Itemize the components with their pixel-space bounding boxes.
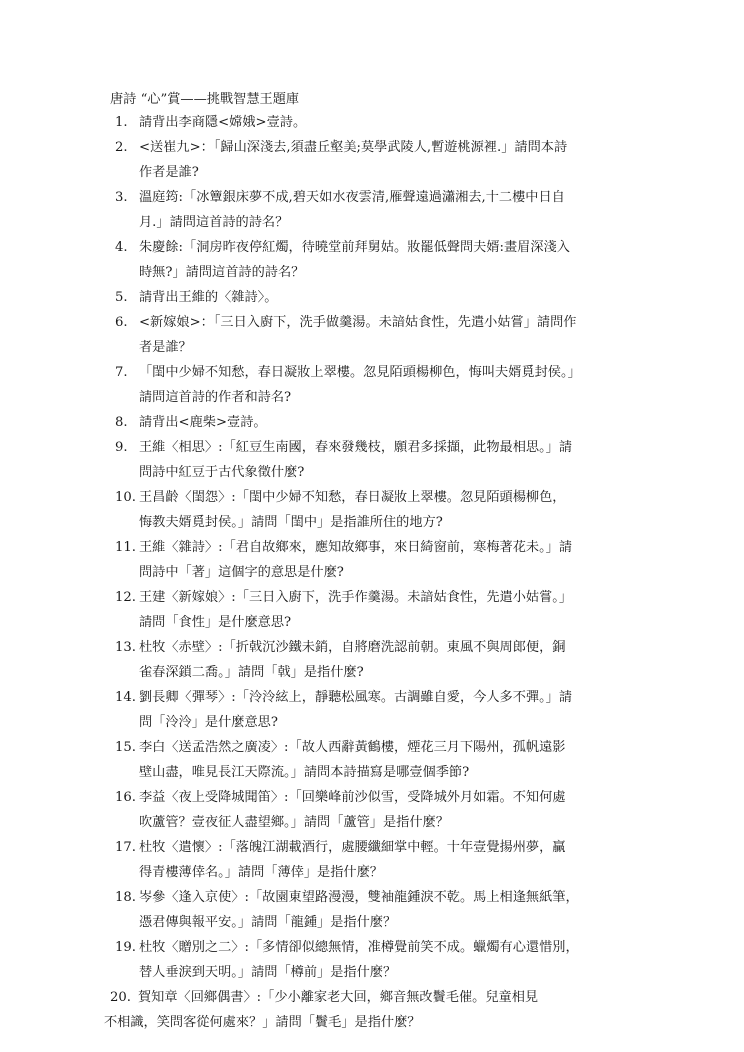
- question-number: 3.: [115, 190, 128, 205]
- question-text-continued: 時無?」請問這首詩的詩名？: [139, 265, 305, 280]
- question-text-continued: 者是誰？: [139, 340, 192, 355]
- question-number: 4.: [115, 240, 128, 255]
- question-text-continued: 吹蘆管？壹夜征人盡望鄉。」請問「蘆管」是指什麼？: [139, 815, 449, 830]
- question-text: 請背出李商隱<嫦娥>壹詩。: [139, 115, 307, 130]
- question-number: 19.: [115, 940, 136, 955]
- question-number: 14.: [115, 690, 136, 705]
- question-text: 「閨中少婦不知愁，春日凝妝上翠樓。忽見陌頭楊柳色，悔叫夫婿覓封侯。」: [139, 365, 581, 380]
- question-number: 8.: [115, 415, 128, 430]
- question-number: 12.: [115, 590, 136, 605]
- question-number: 1.: [115, 115, 128, 130]
- question-text: 李益〈夜上受降城聞笛〉:「回樂峰前沙似雪，受降城外月如霜。不知何處: [139, 790, 566, 805]
- question-number: 6.: [115, 315, 128, 330]
- question-text: 朱慶餘:「洞房昨夜停紅燭，待曉堂前拜舅姑。妝罷低聲問夫婿:畫眉深淺入: [139, 240, 570, 255]
- question-text-continued: 請問這首詩的作者和詩名?: [139, 390, 292, 405]
- question-text: 杜牧〈贈別之二〉:「多情卻似總無情，准樽覺前笑不成。蠟燭有心還惜別，: [139, 940, 579, 955]
- question-number: 13.: [115, 640, 136, 655]
- question-text: 李白〈送孟浩然之廣凌〉:「故人西辭黃鶴樓，煙花三月下陽州，孤帆遠影: [139, 740, 566, 755]
- question-text-continued: 請問「食性」是什麼意思?: [139, 615, 292, 630]
- question-text: 溫庭筠:「冰簟銀床夢不成,碧天如水夜雲清,雁聲遠過瀟湘去,十二樓中日自: [139, 190, 565, 205]
- question-number: 17.: [115, 840, 136, 855]
- question-text: 杜牧〈赤壁〉:「折戟沉沙鐵未銷，自將磨洗認前朝。東風不與周郎便，銅: [139, 640, 566, 655]
- question-text-continued: 不相識，笑問客從何處來？」請問「鬢毛」是指什麼？: [104, 1015, 421, 1030]
- question-text: 劉長卿〈彈琴〉:「泠泠絃上，靜聽松風寒。古調雖自愛，今人多不彈。」請: [139, 690, 573, 705]
- question-text-continued: 月.」請問這首詩的詩名？: [139, 215, 289, 230]
- question-text-continued: 悔教夫婿覓封侯。」請問「閨中」是指誰所住的地方?: [139, 515, 443, 530]
- question-number: 9.: [115, 440, 128, 455]
- question-number: 5.: [115, 290, 128, 305]
- question-text: 王維〈相思〉:「紅豆生南國，春來發幾枝，願君多採擷，此物最相思。」請: [139, 440, 573, 455]
- question-text-continued: 問詩中紅豆于古代象徵什麼?: [139, 465, 305, 480]
- question-number: 20.: [110, 990, 131, 1005]
- question-text: 王昌齡〈閨怨〉:「閨中少婦不知愁，春日凝妝上翠樓。忽見陌頭楊柳色，: [139, 490, 566, 505]
- question-number: 16.: [115, 790, 136, 805]
- question-text-continued: 替人垂淚到天明。」請問「樽前」是指什麼？: [139, 965, 397, 980]
- question-number: 15.: [115, 740, 136, 755]
- question-text: <新嫁娘>：「三日入廚下，洗手做羹湯。未諳姑食性，先遣小姑嘗」請問作: [139, 315, 577, 330]
- question-text-continued: 問詩中「著」這個字的意思是什麼?: [139, 565, 344, 580]
- question-number: 10.: [115, 490, 136, 505]
- question-number: 18.: [115, 890, 136, 905]
- question-text: 請背出王維的〈雜詩〉。: [139, 290, 278, 305]
- question-text: 請背出<鹿柴>壹詩。: [139, 415, 267, 430]
- question-text-continued: 雀春深鎖二喬。」請問「戟」是指什麼?: [139, 665, 364, 680]
- question-text: 岑參〈逢入京使〉:「故園東望路漫漫，雙袖龍鍾淚不乾。馬上相逢無紙筆，: [139, 890, 579, 905]
- question-text-continued: 壁山盡，唯見長江天際流。」請問本詩描寫是哪壹個季節?: [139, 765, 470, 780]
- question-text-continued: 作者是誰?: [139, 165, 199, 180]
- question-text-continued: 問「泠泠」是什麼意思?: [139, 715, 278, 730]
- question-text: 王維〈雜詩〉:「君自故鄉來，應知故鄉事，來日綺窗前，寒梅著花未。」請: [139, 540, 573, 555]
- question-text: 賀知章〈回鄉偶書〉:「少小離家老大回，鄉音無改鬢毛催。兒童相見: [138, 990, 539, 1005]
- page-title: 唐詩 “心”賞——挑戰智慧王題庫: [110, 92, 300, 107]
- question-text: 杜牧〈遣懷〉:「落魄江湖載酒行，處腰纖細掌中輕。十年壹覺揚州夢，贏: [139, 840, 566, 855]
- question-number: 2.: [115, 140, 128, 155]
- question-number: 11.: [115, 540, 136, 555]
- question-text: 王建〈新嫁娘〉:「三日入廚下，洗手作羹湯。未諳姑食性，先遣小姑嘗。」: [139, 590, 573, 605]
- question-text-continued: 得青樓薄倖名。」請問「薄倖」是指什麼？: [139, 865, 383, 880]
- question-text-continued: 憑君傳與報平安。」請問「龍鍾」是指什麼？: [139, 915, 397, 930]
- question-text: <送崔九>：「歸山深淺去,須盡丘壑美;莫學武陵人,暫遊桃源裡.」請問本詩: [139, 140, 568, 155]
- question-number: 7.: [115, 365, 128, 380]
